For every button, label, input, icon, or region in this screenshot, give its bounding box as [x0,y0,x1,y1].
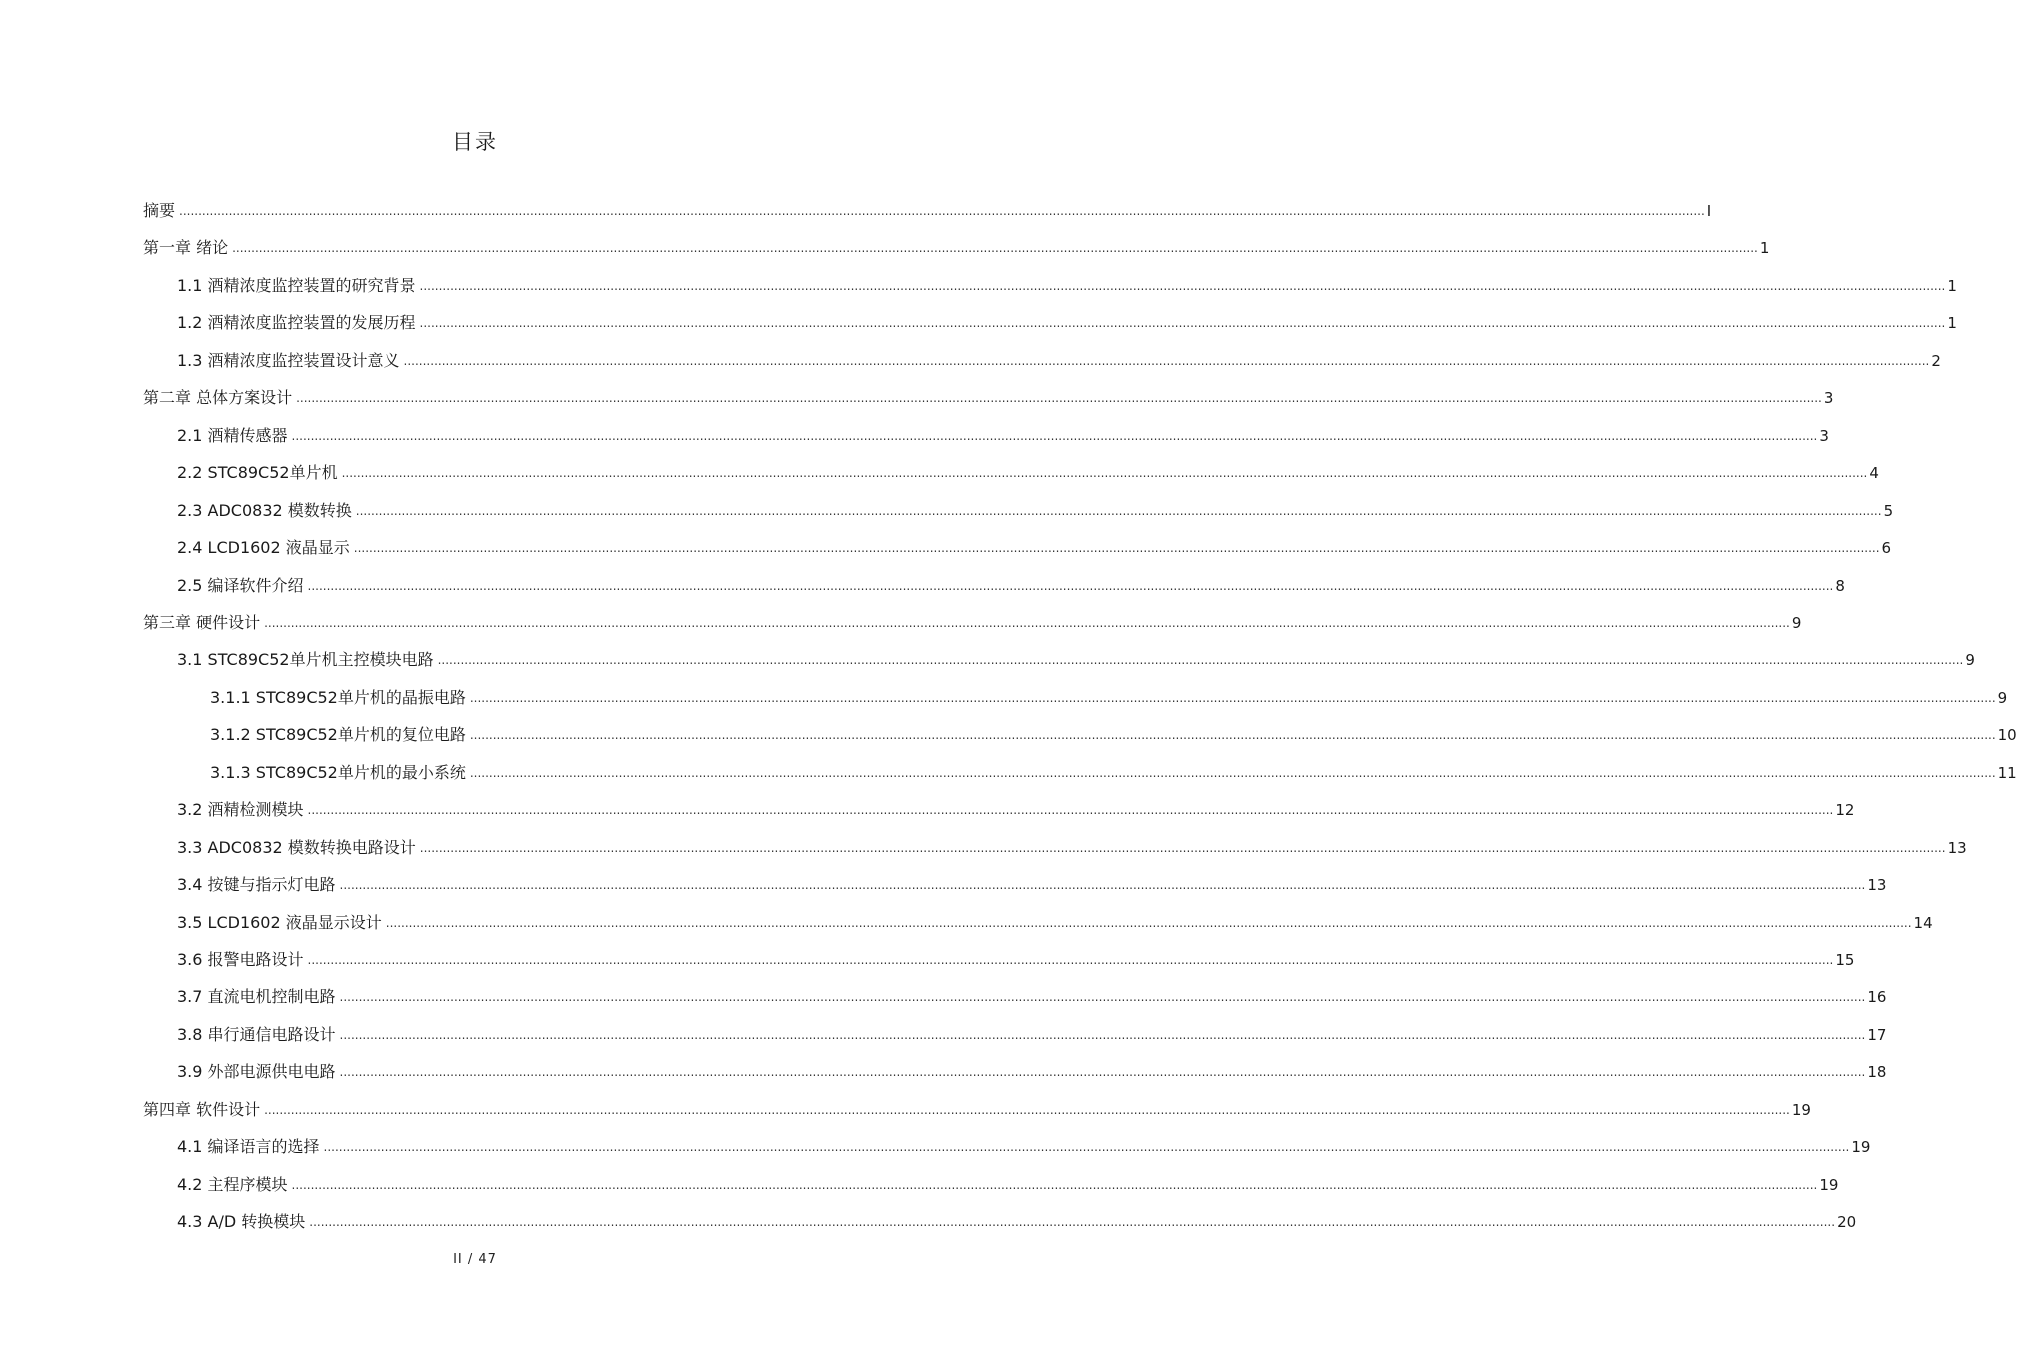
toc-leader-dots: ................................................................................................................................................................................................................................................................................................................................................................................................................ [437,653,1964,667]
toc-entry[interactable] [177,910,1933,934]
toc-leader-dots: ................................................................................................................................................................................................................................................................................................................................................................................................................ [419,279,1946,293]
toc-entry[interactable] [143,1097,1811,1121]
toc-entry-page: I [1706,202,1712,220]
toc-entry-page: 2 [1931,352,1941,370]
toc-leader-dots: ................................................................................................................................................................................................................................................................................................................................................................................................................ [307,953,1834,967]
toc-entry-label: 2.3 ADC0832 模数转换 [177,501,352,520]
toc-entry-label: 3.3 ADC0832 模数转换电路设计 [177,838,416,857]
toc-leader-dots: ................................................................................................................................................................................................................................................................................................................................................................................................................ [291,1178,1818,1192]
toc-entry[interactable] [143,235,1770,259]
toc-entry[interactable] [177,573,1845,597]
toc-entry[interactable] [210,685,2008,709]
toc-entry-page: 16 [1867,988,1887,1006]
toc-entry-page: 19 [1819,1176,1839,1194]
toc-entry-label: 4.3 A/D 转换模块 [177,1212,306,1231]
toc-entry[interactable] [177,1022,1887,1046]
toc-entry-page: 19 [1851,1138,1871,1156]
toc-leader-dots: ................................................................................................................................................................................................................................................................................................................................................................................................................ [264,1103,1790,1117]
toc-entry-label: 3.5 LCD1602 液晶显示设计 [177,913,382,932]
toc-entry-page: 5 [1883,502,1894,520]
toc-leader-dots: ................................................................................................................................................................................................................................................................................................................................................................................................................ [403,354,1930,368]
toc-leader-dots: ................................................................................................................................................................................................................................................................................................................................................................................................................ [355,504,1882,518]
page-title: 目录 [452,130,498,154]
toc-entry-label: 4.1 编译语言的选择 [177,1137,320,1156]
toc-leader-dots: ................................................................................................................................................................................................................................................................................................................................................................................................................ [339,990,1866,1004]
toc-entry-label: 2.1 酒精传感器 [177,426,288,445]
toc-entry[interactable] [177,460,1879,484]
toc-entry-label: 1.3 酒精浓度监控装置设计意义 [177,351,400,370]
toc-entry-page: 3 [1823,389,1834,407]
toc-entry-page: 17 [1867,1026,1887,1044]
toc-entry[interactable] [177,872,1887,896]
toc-entry[interactable] [143,610,1802,634]
toc-leader-dots: ................................................................................................................................................................................................................................................................................................................................................................................................................ [264,616,1790,630]
toc-entry[interactable] [143,385,1834,409]
toc-entry-label: 3.1.3 STC89C52单片机的最小系统 [210,763,466,782]
toc-entry-label: 3.8 串行通信电路设计 [177,1025,336,1044]
toc-entry[interactable] [177,797,1855,821]
toc-entry-page: 1 [1947,277,1957,295]
toc-entry-page: 18 [1867,1063,1887,1081]
toc-entry[interactable] [177,835,1967,859]
toc-entry-page: 13 [1947,839,1967,857]
toc-leader-dots: ................................................................................................................................................................................................................................................................................................................................................................................................................ [296,391,1822,405]
toc-entry-label: 1.2 酒精浓度监控装置的发展历程 [177,313,416,332]
toc-entry-label: 3.1.2 STC89C52单片机的复位电路 [210,725,466,744]
toc-entry-label: 3.9 外部电源供电电路 [177,1062,336,1081]
toc-entry-page: 8 [1835,577,1845,595]
toc-entry-label: 3.1 STC89C52单片机主控模块电路 [177,650,434,669]
toc-entry[interactable] [177,348,1941,372]
toc-leader-dots: ................................................................................................................................................................................................................................................................................................................................................................................................................ [419,841,1946,855]
toc-entry-page: 14 [1913,914,1933,932]
toc-entry[interactable] [210,722,2017,746]
toc-entry[interactable] [177,1209,1857,1233]
toc-entry-label: 3.4 按键与指示灯电路 [177,875,336,894]
toc-entry-label: 3.1.1 STC89C52单片机的晶振电路 [210,688,466,707]
toc-entry-page: 15 [1835,951,1855,969]
toc-leader-dots: ................................................................................................................................................................................................................................................................................................................................................................................................................ [339,1065,1866,1079]
toc-entry[interactable] [177,273,1957,297]
toc-entry[interactable] [210,760,2017,784]
toc-entry-page: 1 [1759,239,1770,257]
toc-entry-label: 第三章 硬件设计 [143,613,261,632]
toc-entry-page: 19 [1791,1101,1811,1119]
toc-leader-dots: ................................................................................................................................................................................................................................................................................................................................................................................................................ [309,1215,1836,1229]
toc-leader-dots: ................................................................................................................................................................................................................................................................................................................................................................................................................ [232,241,1758,255]
page-number: II / 47 [453,1252,497,1267]
toc-entry[interactable] [177,498,1894,522]
toc-leader-dots: ................................................................................................................................................................................................................................................................................................................................................................................................................ [469,728,1996,742]
toc-leader-dots: ................................................................................................................................................................................................................................................................................................................................................................................................................ [341,466,1868,480]
toc-entry-page: 9 [1965,651,1975,669]
toc-entry[interactable] [177,423,1829,447]
toc-entry-label: 3.2 酒精检测模块 [177,800,304,819]
toc-entry-page: 20 [1837,1213,1857,1231]
toc-entry-page: 4 [1869,464,1879,482]
toc-entry-label: 1.1 酒精浓度监控装置的研究背景 [177,276,416,295]
toc-leader-dots: ................................................................................................................................................................................................................................................................................................................................................................................................................ [179,204,1705,218]
toc-leader-dots: ................................................................................................................................................................................................................................................................................................................................................................................................................ [307,579,1834,593]
toc-entry-page: 3 [1819,427,1829,445]
toc-entry-page: 9 [1997,689,2008,707]
toc-entry-page: 13 [1867,876,1887,894]
toc-leader-dots: ................................................................................................................................................................................................................................................................................................................................................................................................................ [419,316,1946,330]
toc-entry-label: 第二章 总体方案设计 [143,388,293,407]
toc-entry-page: 12 [1835,801,1855,819]
toc-entry[interactable] [177,1059,1887,1083]
toc-entry[interactable] [177,1134,1871,1158]
toc-entry[interactable] [177,947,1855,971]
toc-entry-label: 摘要 [143,201,176,220]
toc-leader-dots: ................................................................................................................................................................................................................................................................................................................................................................................................................ [307,803,1834,817]
toc-leader-dots: ................................................................................................................................................................................................................................................................................................................................................................................................................ [469,691,1996,705]
toc-entry-label: 3.6 报警电路设计 [177,950,304,969]
toc-entry[interactable] [177,310,1957,334]
toc-entry-label: 第四章 软件设计 [143,1100,261,1119]
toc-entry-page: 6 [1881,539,1892,557]
toc-entry-label: 4.2 主程序模块 [177,1175,288,1194]
toc-leader-dots: ................................................................................................................................................................................................................................................................................................................................................................................................................ [339,878,1866,892]
toc-entry-label: 2.5 编译软件介绍 [177,576,304,595]
toc-entry-page: 1 [1947,314,1957,332]
toc-leader-dots: ................................................................................................................................................................................................................................................................................................................................................................................................................ [323,1140,1850,1154]
toc-leader-dots: ................................................................................................................................................................................................................................................................................................................................................................................................................ [469,766,1996,780]
toc-entry-page: 11 [1997,764,2017,782]
toc-entry-label: 3.7 直流电机控制电路 [177,987,336,1006]
toc-leader-dots: ................................................................................................................................................................................................................................................................................................................................................................................................................ [291,429,1818,443]
toc-leader-dots: ................................................................................................................................................................................................................................................................................................................................................................................................................ [385,916,1912,930]
toc-leader-dots: ................................................................................................................................................................................................................................................................................................................................................................................................................ [339,1028,1866,1042]
toc-entry-label: 2.2 STC89C52单片机 [177,463,338,482]
toc-entry[interactable] [177,984,1887,1008]
toc-entry[interactable] [143,198,1712,222]
toc-entry-page: 10 [1997,726,2017,744]
toc-entry[interactable] [177,535,1892,559]
toc-leader-dots: ................................................................................................................................................................................................................................................................................................................................................................................................................ [353,541,1880,555]
toc-entry-label: 2.4 LCD1602 液晶显示 [177,538,350,557]
toc-entry[interactable] [177,647,1975,671]
toc-entry[interactable] [177,1172,1839,1196]
toc-entry-page: 9 [1791,614,1802,632]
toc-entry-label: 第一章 绪论 [143,238,229,257]
